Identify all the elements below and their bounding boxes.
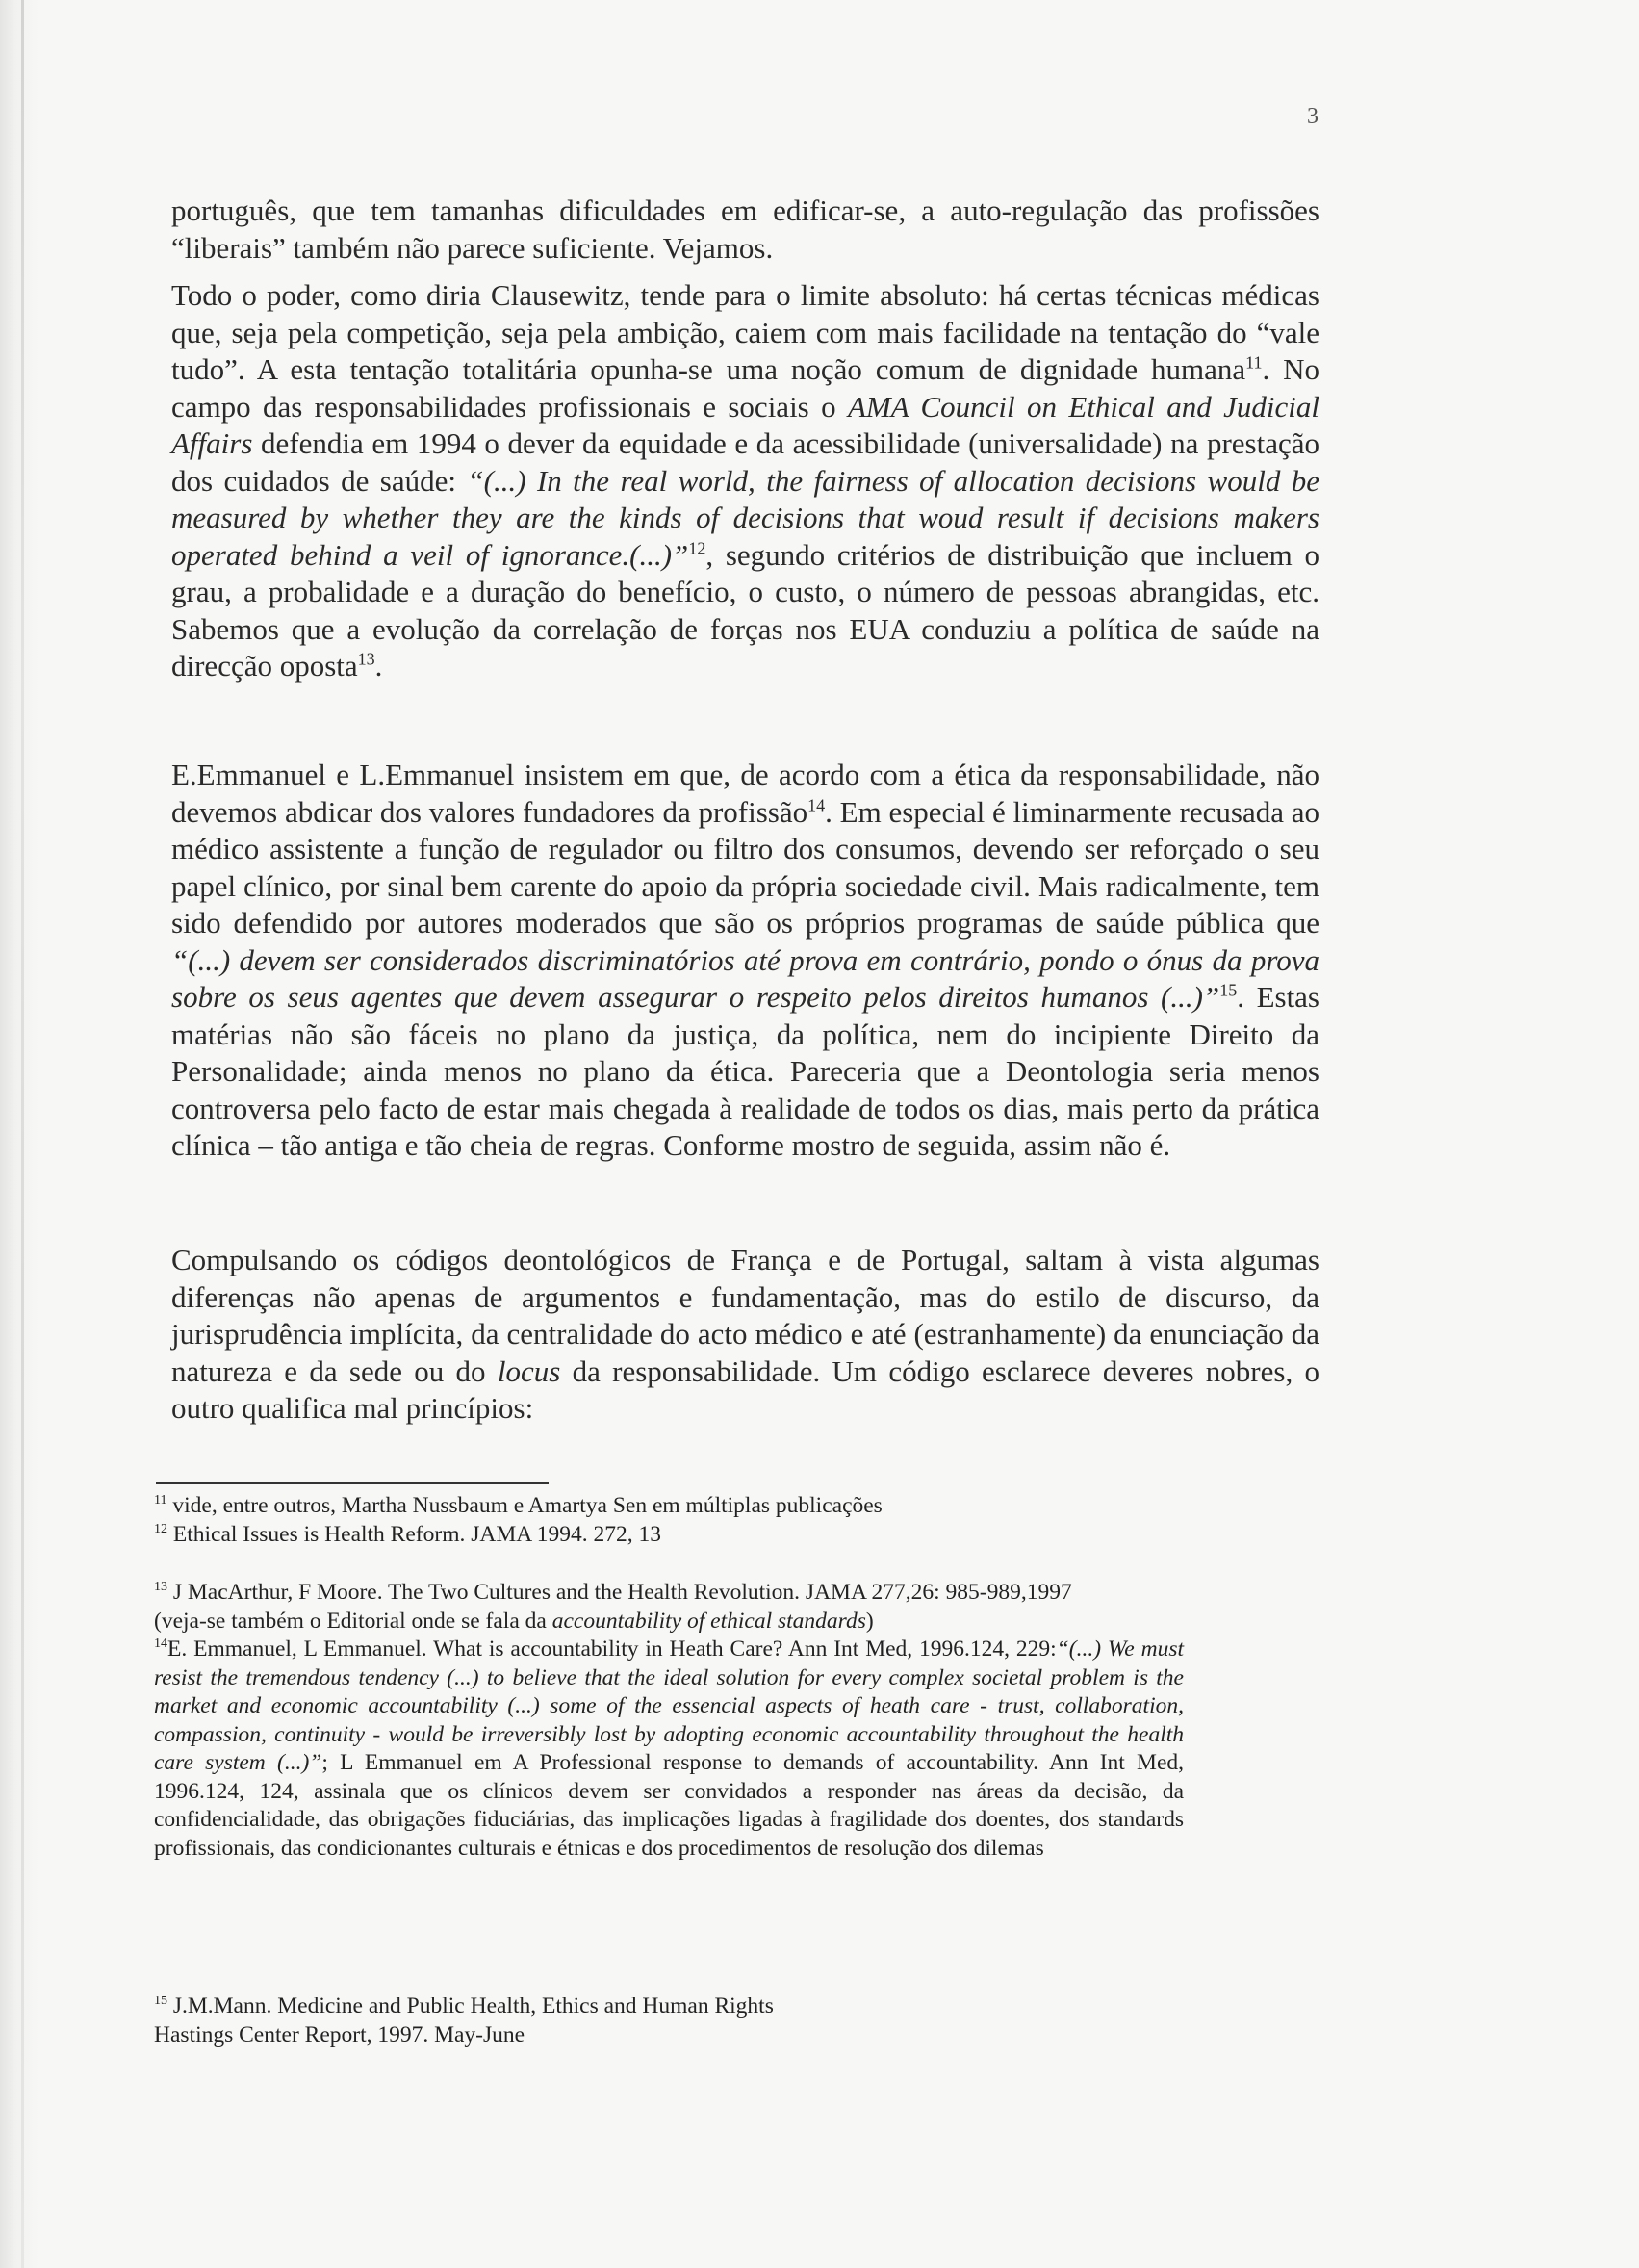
footnote-ref-14[interactable]: 14	[807, 795, 826, 815]
footnote-15-line-2: Hastings Center Report, 1997. May-June	[154, 2022, 525, 2048]
p2-text-2: . No campo das responsabilidades profissionais e sociais o	[171, 352, 1319, 424]
footnote-11-text: vide, entre outros, Martha Nussbaum e Amartya Sen em múltiplas publicações	[166, 1493, 883, 1518]
footnote-12-number: 12	[154, 1521, 167, 1536]
footnote-12-line	[154, 1521, 1184, 1550]
locus-term: locus	[497, 1353, 561, 1388]
footnote-13-text: J MacArthur, F Moore. The Two Cultures and the Health Revolution. JAMA 277,26: 985-989,1997	[167, 1580, 1072, 1605]
footnote-12-text: Ethical Issues is Health Reform. JAMA 1994. 272, 13	[167, 1521, 662, 1547]
p2-text-5: .	[374, 649, 383, 683]
p2-quote: “(...) In the real world, the fairness of allocation decisions would be measured by whether they are the kinds of decisions that woud result if decisions makers operated behind a veil of ignorance.(...)”	[171, 463, 1320, 572]
p2-text-1: Todo o poder, como diria Clausewitz, tende para o limite absoluto: há certas técnicas médicas que, seja pela competição, seja pela ambição, caiem com mais facilidade na tentação do “vale tudo”. A esta tentação totalitária opunha-se uma noção comum de dignidade humana	[171, 278, 1319, 386]
footnote-14-block	[154, 1636, 1184, 1863]
p3-text-3: . Estas matérias não são fáceis no plano da justiça, da política, nem do incipiente Direito da Personalidade; ainda menos no plano da ética. Pareceria que a Deontologia seria menos controversa pelo facto de estar mais chegada à realidade de todos os dias, mais perto da prática clínica – tão antiga e tão cheia de regras. Conforme mostro de seguida, assim não é.	[171, 980, 1320, 1162]
footnote-13-italic: accountability of ethical standards	[551, 1608, 866, 1634]
footnote-13-14	[154, 1579, 1184, 1863]
page-number: 3	[1307, 104, 1319, 129]
footnote-15-line	[154, 1993, 1184, 2022]
p4-text-2: da responsabilidade. Um código esclarece deveres nobres, o outro qualifica mal princípios:	[171, 1353, 1319, 1425]
paragraph-4	[171, 1242, 1319, 1428]
footnote-15-text: J.M.Mann. Medicine and Public Health, Ethics and Human Rights	[167, 1994, 774, 2019]
footnote-13-number: 13	[154, 1580, 167, 1595]
scan-edge	[0, 0, 38, 2268]
p3-quote: “(...) devem ser considerados discriminatórios até prova em contrário, pondo o ónus da prova sobre os seus agentes que devem assegurar o respeito pelos direitos humanos (...)”	[171, 942, 1319, 1014]
p3-text-2: . Em especial é liminarmente recusada ao médico assistente a função de regulador ou filtro dos consumos, devendo ser reforçado o seu papel clínico, por sinal bem carente do apoio da própria sociedade civil. Mais radicalmente, tem sido defendido por autores moderados que são os próprios programas de saúde pública que	[171, 794, 1319, 940]
footnote-13-line-2	[154, 1608, 1184, 1637]
footnote-15	[154, 1993, 1184, 2049]
footnote-13-text-2: (veja-se também o Editorial onde se fala da	[154, 1608, 552, 1634]
footnote-11-number: 11	[154, 1493, 167, 1508]
paragraph-1: português, que tem tamanhas dificuldades em edificar-se, a auto-regulação das profissões “liberais” também não parece suficiente. Vejamos.	[171, 193, 1319, 265]
footnote-ref-13[interactable]: 13	[357, 649, 375, 669]
footnote-separator	[156, 1482, 549, 1484]
footnote-15-number: 15	[154, 1994, 167, 2009]
p3-text-1: E.Emmanuel e L.Emmanuel insistem em que, de acordo com a ética da responsabilidade, não devemos abdicar dos valores fundadores da profissão	[171, 758, 1319, 829]
paragraph-3	[171, 757, 1319, 1165]
footnote-ref-11[interactable]: 11	[1245, 352, 1263, 373]
footnote-11	[154, 1492, 1184, 1549]
footnote-ref-12[interactable]: 12	[688, 538, 706, 558]
ama-council-name: AMA Council on Ethical and Judicial Affairs	[171, 389, 1320, 460]
p2-text-4: , segundo critérios de distribuição que incluem o grau, a probalidade e a duração do benefício, o custo, o número de pessoas abrangidas, etc. Sabemos que a evolução da correlação de forças nos EUA conduziu a política de saúde na direcção oposta	[171, 537, 1319, 683]
footnote-13-text-3: )	[865, 1608, 874, 1634]
footnote-14-text-2: ; L Emmanuel em A Professional response to demands of accountability. Ann Int Med, 1996.124, 124, assinala que os clínicos devem ser convidados a responder nas áreas da decisão, da confidencialidade, das obrigações fiduciárias, das implicações ligadas à fragilidade dos doentes, dos standards profissionais, das condicionantes culturais e étnicas e dos procedimentos de resolução dos dilemas	[154, 1750, 1184, 1861]
footnote-11-line	[154, 1492, 1184, 1521]
footnote-13-line	[154, 1579, 1184, 1608]
paragraph-2	[171, 277, 1319, 685]
p2-text-3: defendia em 1994 o dever da equidade e da acessibilidade (universalidade) na prestação dos cuidados de saúde:	[171, 426, 1319, 498]
p4-text-1: Compulsando os códigos deontológicos de França e de Portugal, saltam à vista algumas diferenças não apenas de argumentos e fundamentação, mas do estilo de discurso, da jurisprudência implícita, da centralidade do acto médico e até (estranhamente) da enunciação da natureza e da sede ou do	[171, 1243, 1319, 1388]
footnote-14-text: E. Emmanuel, L Emmanuel. What is accountability in Heath Care? Ann Int Med, 1996.124, 229:	[167, 1637, 1057, 1662]
footnote-ref-15[interactable]: 15	[1219, 980, 1238, 1000]
footnote-14-quote: “(...) We must resist the tremendous tendency (...) to believe that the ideal solution for every complex societal problem is the market and economic accountability (...) some of the essencial aspects of heath care - trust, collaboration, compassion, continuity - would be irreversibly lost by adopting economic accountability throughout the health care system (...)”	[154, 1637, 1184, 1775]
footnote-14-number: 14	[154, 1637, 167, 1652]
